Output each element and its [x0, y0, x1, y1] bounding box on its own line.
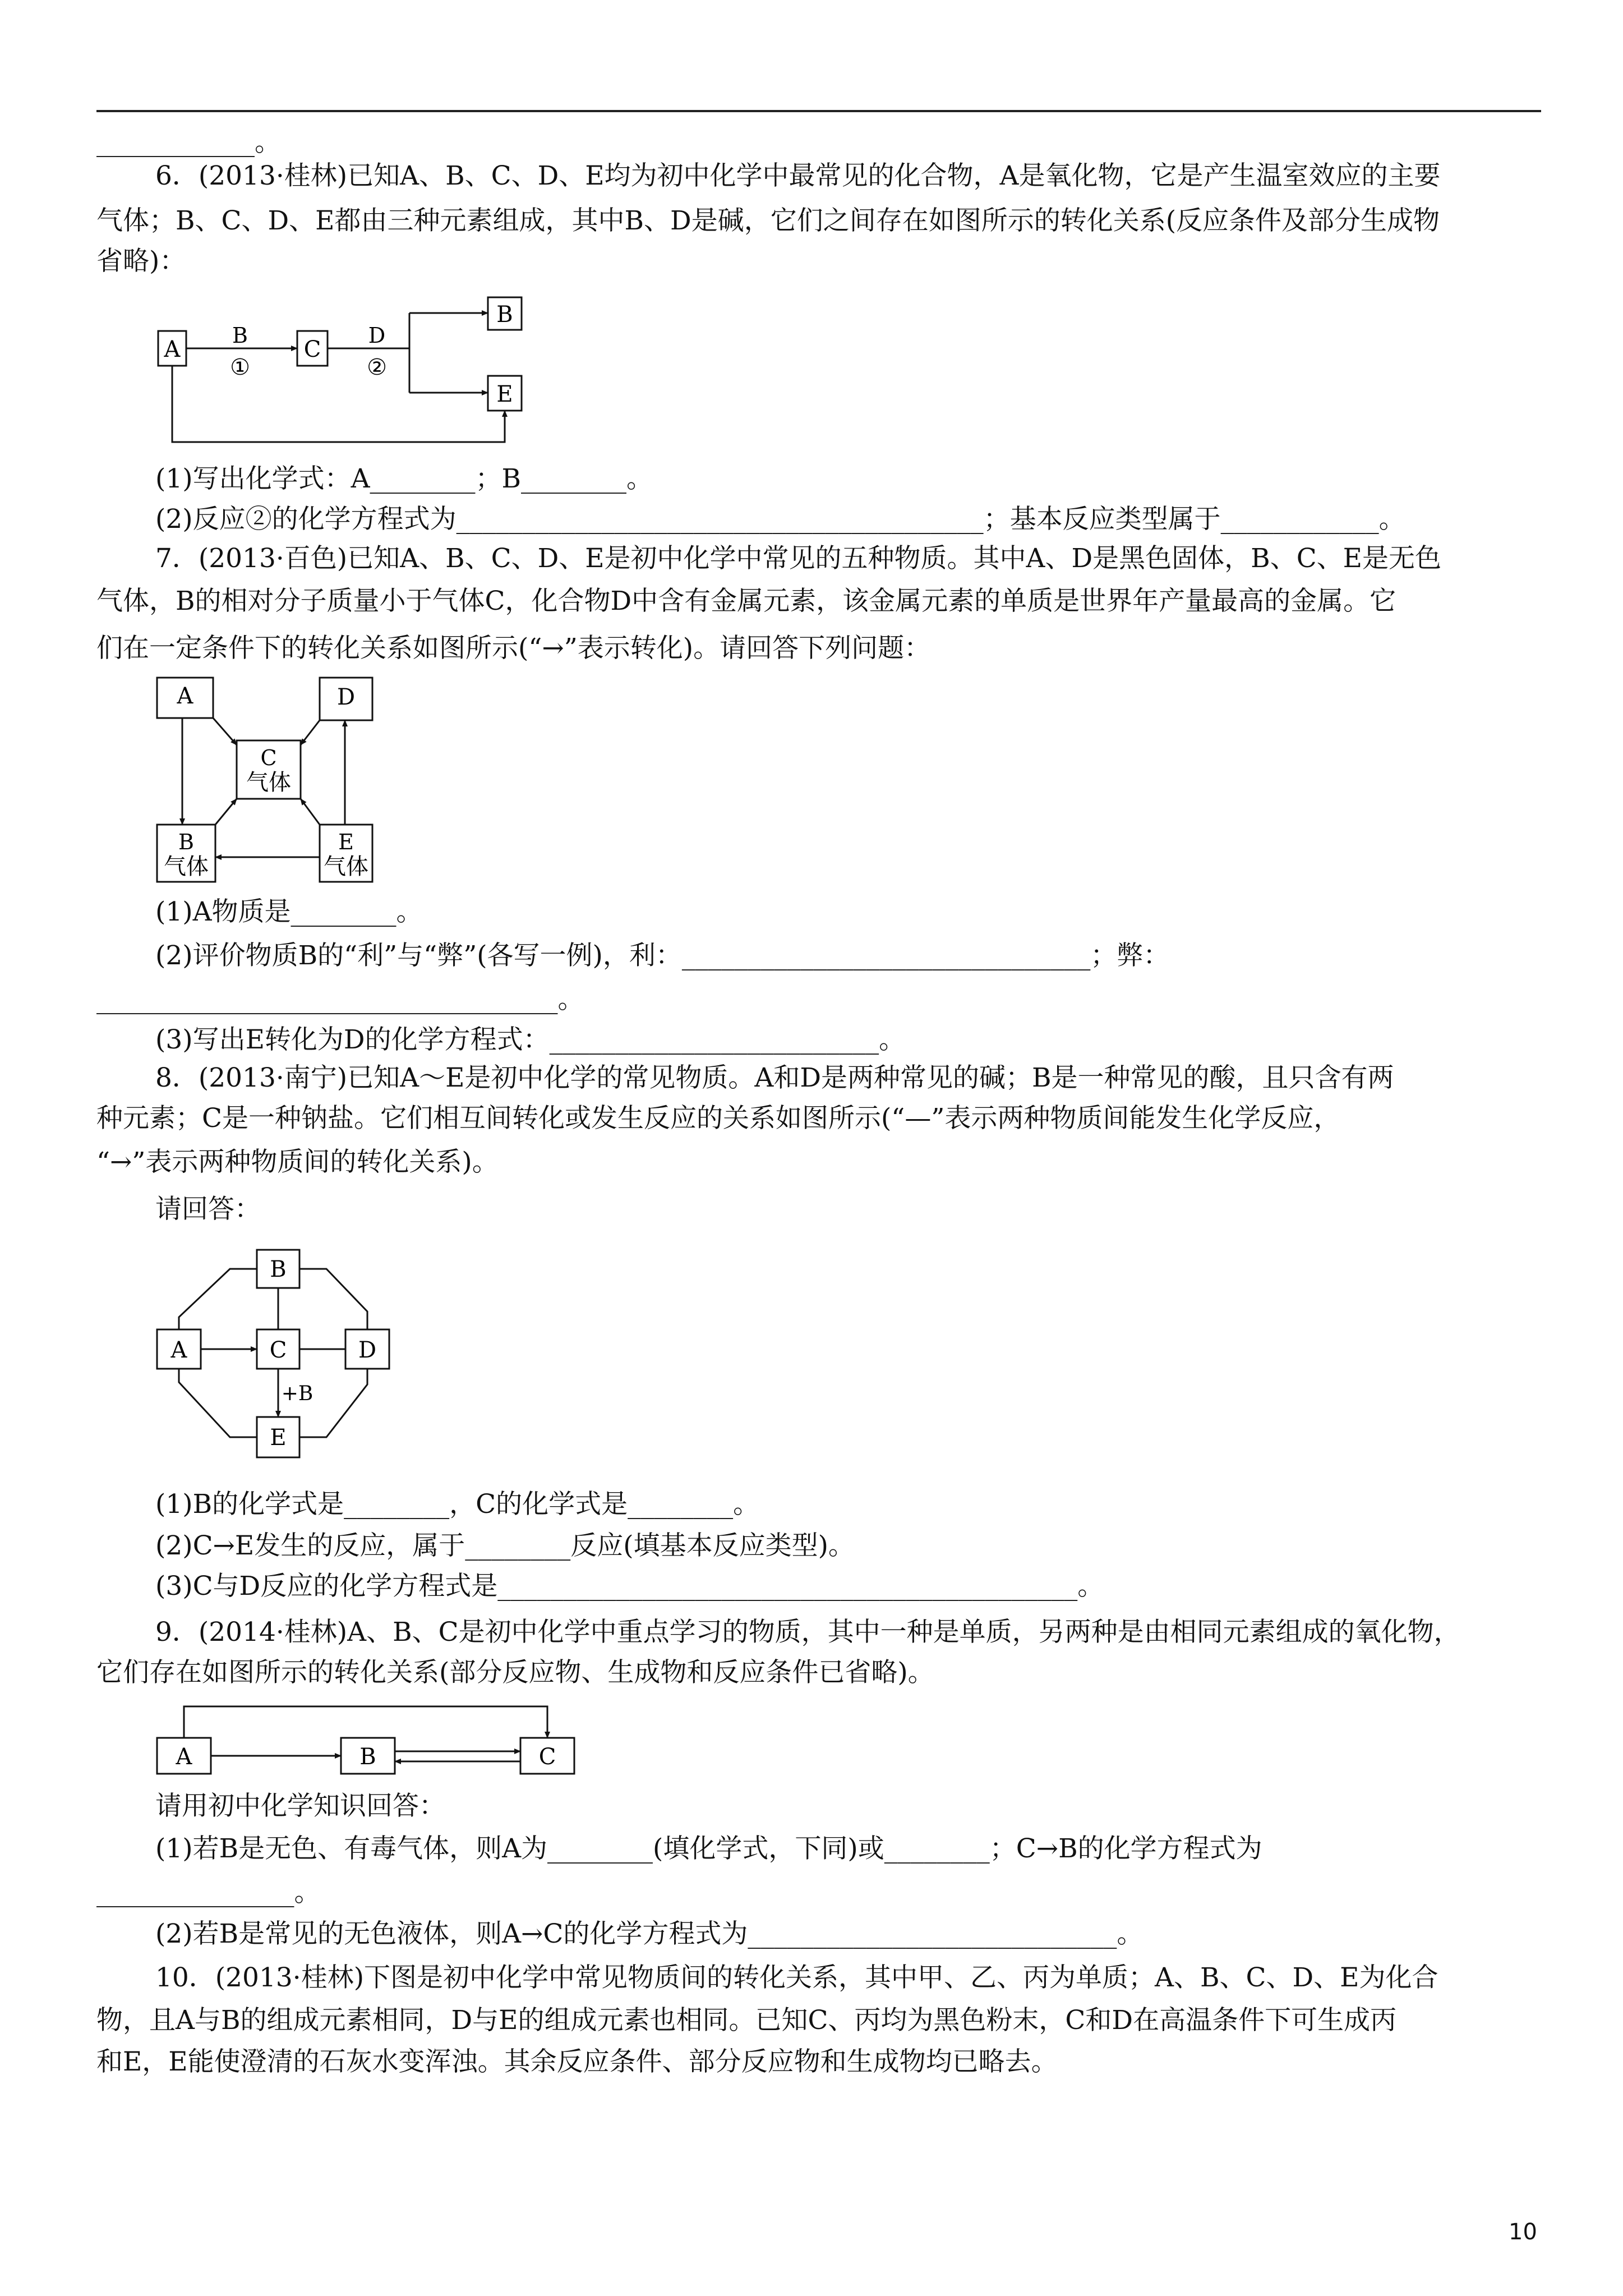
- text-line: ____________。: [96, 127, 281, 158]
- question-9-part-1: (1)若B是无色、有毒气体，则A为________(填化学式，下同)或________；C→B的化学方程式为: [155, 1833, 1262, 1864]
- question-7-line: 气体，B的相对分子质量小于气体C，化合物D中含有金属元素，该金属元素的单质是世界年产量最高的金属。它: [96, 586, 1396, 616]
- question-7-part-3: (3)写出E转化为D的化学方程式：_________________________。: [155, 1024, 906, 1055]
- node-d: D: [336, 684, 356, 710]
- node-e: E: [496, 381, 513, 407]
- question-10-line: 和E，E能使澄清的石灰水变浑浊。其余反应条件、部分反应物和生成物均已略去。: [96, 2046, 1058, 2077]
- question-9-part-2: (2)若B是常见的无色液体，则A→C的化学方程式为____________________________。: [155, 1918, 1144, 1949]
- header-rule: [96, 110, 1541, 112]
- question-8-line: 8．(2013·南宁)已知A～E是初中化学的常见物质。A和D是两种常见的碱；B是一种常见的酸，且只含有两: [155, 1062, 1394, 1093]
- step-2-label: ②: [367, 355, 387, 380]
- arrow-label-d: D: [368, 323, 386, 348]
- question-8-line: 种元素；C是一种钠盐。它们相互间转化或发生反应的关系如图所示(“—”表示两种物质间能发生化学反应，: [96, 1103, 1340, 1134]
- question-8-prompt: 请回答：: [155, 1194, 261, 1225]
- diagram-q6: [151, 291, 544, 453]
- node-e: E: [338, 830, 354, 854]
- question-8-line: “→”表示两种物质间的转化关系)。: [96, 1147, 499, 1177]
- node-c: C: [303, 337, 321, 362]
- node-a: A: [164, 337, 181, 362]
- question-6-line: 气体；B、C、D、E都由三种元素组成，其中B、D是碱，它们之间存在如图所示的转化关系(反应条件及部分生成物: [96, 205, 1440, 236]
- node-c: C: [269, 1337, 287, 1363]
- arrow-label-plus-b: +B: [281, 1382, 313, 1405]
- question-9-line: 它们存在如图所示的转化关系(部分反应物、生成物和反应条件已省略)。: [96, 1657, 934, 1688]
- question-8-part-2: (2)C→E发生的反应，属于________反应(填基本反应类型)。: [155, 1530, 855, 1561]
- page-number: 10: [1509, 2219, 1537, 2245]
- question-7-line: 7．(2013·百色)已知A、B、C、D、E是初中化学中常见的五种物质。其中A、D是黑色固体，B、C、E是无色: [155, 543, 1441, 574]
- question-9-prompt: 请用初中化学知识回答：: [155, 1791, 445, 1821]
- question-8-part-3: (3)C与D反应的化学方程式是____________________________________________。: [155, 1571, 1104, 1602]
- node-d: D: [358, 1337, 377, 1363]
- question-6-part-1: (1)写出化学式：A________；B________。: [155, 463, 653, 494]
- node-a: A: [176, 1744, 192, 1770]
- diagram-q7: [151, 672, 387, 891]
- question-6-line: 6．(2013·桂林)已知A、B、C、D、E均为初中化学中最常见的化合物，A是氧化物，它是产生温室效应的主要: [155, 160, 1441, 191]
- question-7-line: 们在一定条件下的转化关系如图所示(“→”表示转化)。请回答下列问题：: [96, 633, 931, 664]
- question-10-line: 10．(2013·桂林)下图是初中化学中常见物质间的转化关系，其中甲、乙、丙为单质；A、B、C、D、E为化合: [155, 1962, 1438, 1993]
- node-c: C: [260, 746, 277, 770]
- node-b: B: [178, 830, 194, 854]
- question-7-part-2: (2)评价物质B的“利”与“弊”(各写一例)，利：_______________________________；弊：: [155, 940, 1170, 971]
- node-c-sub: 气体: [246, 770, 291, 795]
- node-e-sub: 气体: [324, 854, 368, 880]
- question-6-part-2: (2)反应②的化学方程式为________________________________________；基本反应类型属于____________。: [155, 504, 1405, 535]
- question-7-part-2-cont: ___________________________________。: [96, 984, 584, 1015]
- node-b: B: [270, 1257, 287, 1282]
- arrow-label-b: B: [232, 323, 248, 348]
- node-a: A: [177, 683, 193, 709]
- diagram-q8: [151, 1244, 398, 1469]
- diagram-q9: [151, 1699, 589, 1788]
- question-10-line: 物，且A与B的组成元素相同，D与E的组成元素也相同。已知C、丙均为黑色粉末，C和D在高温条件下可生成丙: [96, 2005, 1397, 2036]
- question-8-part-1: (1)B的化学式是________，C的化学式是________。: [155, 1489, 760, 1520]
- node-a: A: [170, 1337, 187, 1363]
- question-9-part-1-cont: _______________。: [96, 1877, 321, 1908]
- question-6-line: 省略)：: [96, 246, 186, 277]
- node-e: E: [270, 1425, 287, 1451]
- node-b-sub: 气体: [164, 854, 209, 880]
- node-b: B: [359, 1744, 376, 1770]
- step-1-label: ①: [230, 355, 250, 380]
- node-b: B: [496, 302, 513, 328]
- question-7-part-1: (1)A物质是________。: [155, 896, 423, 927]
- node-c: C: [538, 1744, 556, 1770]
- question-9-line: 9．(2014·桂林)A、B、C是初中化学中重点学习的物质，其中一种是单质，另两种是由相同元素组成的氧化物，: [155, 1617, 1460, 1648]
